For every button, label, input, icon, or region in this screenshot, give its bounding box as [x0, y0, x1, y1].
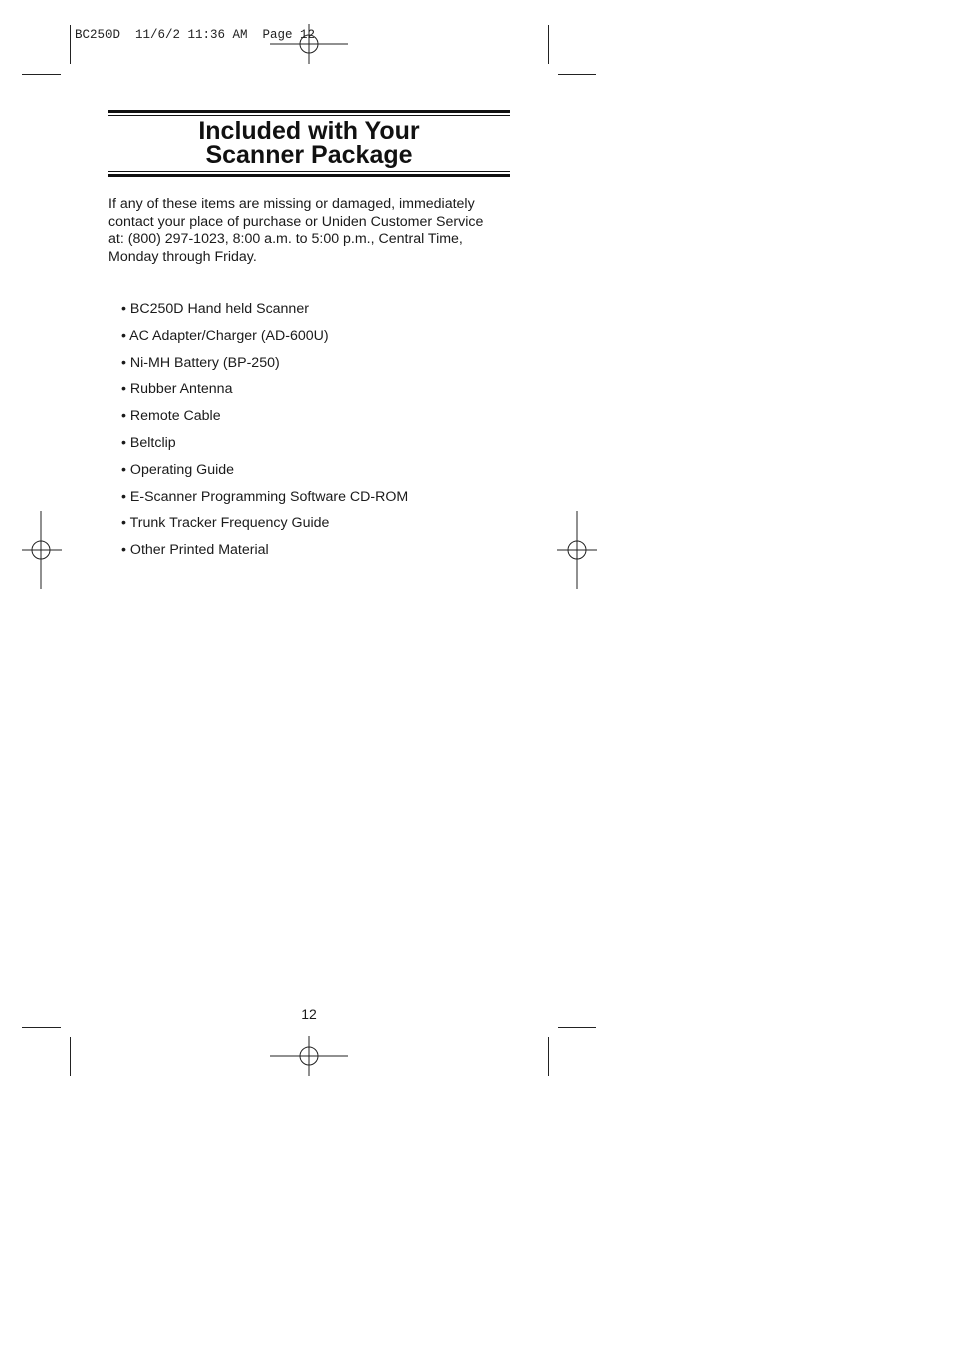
intro-line: at: (800) 297-1023, 8:00 a.m. to 5:00 p.m., Central Time,	[108, 231, 463, 248]
crop-mark-bottom-left-vertical	[70, 1037, 71, 1076]
crop-mark-top-right-horizontal	[558, 74, 596, 75]
page-title	[108, 116, 510, 171]
list-item: • Trunk Tracker Frequency Guide	[121, 515, 330, 532]
page-number: 12	[301, 1006, 317, 1022]
section-heading-block	[108, 110, 510, 177]
list-item: • BC250D Hand held Scanner	[121, 301, 309, 317]
printer-slug: BC250D 11/6/2 11:36 AM Page 12	[75, 28, 316, 42]
crop-mark-top-left-horizontal	[22, 74, 61, 75]
list-item: • Operating Guide	[121, 461, 235, 478]
crop-mark-top-left-vertical	[70, 25, 71, 64]
registration-mark-left-icon	[22, 511, 62, 591]
crop-mark-bottom-left-horizontal	[22, 1027, 61, 1028]
crop-mark-top-right-vertical	[548, 25, 549, 64]
list-item: • Ni-MH Battery (BP-250)	[121, 354, 280, 371]
list-item: • Beltclip	[121, 434, 176, 451]
page-title-line-2: Scanner Package	[205, 141, 413, 169]
registration-mark-bottom-icon	[270, 1036, 350, 1076]
crop-mark-bottom-right-horizontal	[558, 1027, 596, 1028]
intro-line: If any of these items are missing or damaged, immediately	[108, 196, 475, 212]
heading-rule-bottom-thick	[108, 174, 510, 177]
package-contents-list	[121, 301, 408, 569]
crop-mark-bottom-right-vertical	[548, 1037, 549, 1076]
list-item: • E-Scanner Programming Software CD-ROM	[121, 488, 409, 505]
list-item: • Rubber Antenna	[121, 381, 233, 398]
list-item: • Other Printed Material	[121, 542, 269, 559]
list-item: • Remote Cable	[121, 408, 221, 425]
registration-mark-right-icon	[557, 511, 597, 591]
intro-paragraph	[108, 196, 508, 267]
intro-line: Monday through Friday.	[108, 249, 257, 266]
list-item: • AC Adapter/Charger (AD-600U)	[121, 327, 329, 344]
page-title-line-1: Included with Your	[198, 117, 420, 145]
intro-line: contact your place of purchase or Uniden Customer Service	[108, 213, 484, 230]
registration-mark-top-icon	[270, 24, 350, 64]
heading-rule-bottom-thin	[108, 171, 510, 172]
heading-rule-top-thick	[108, 110, 510, 113]
